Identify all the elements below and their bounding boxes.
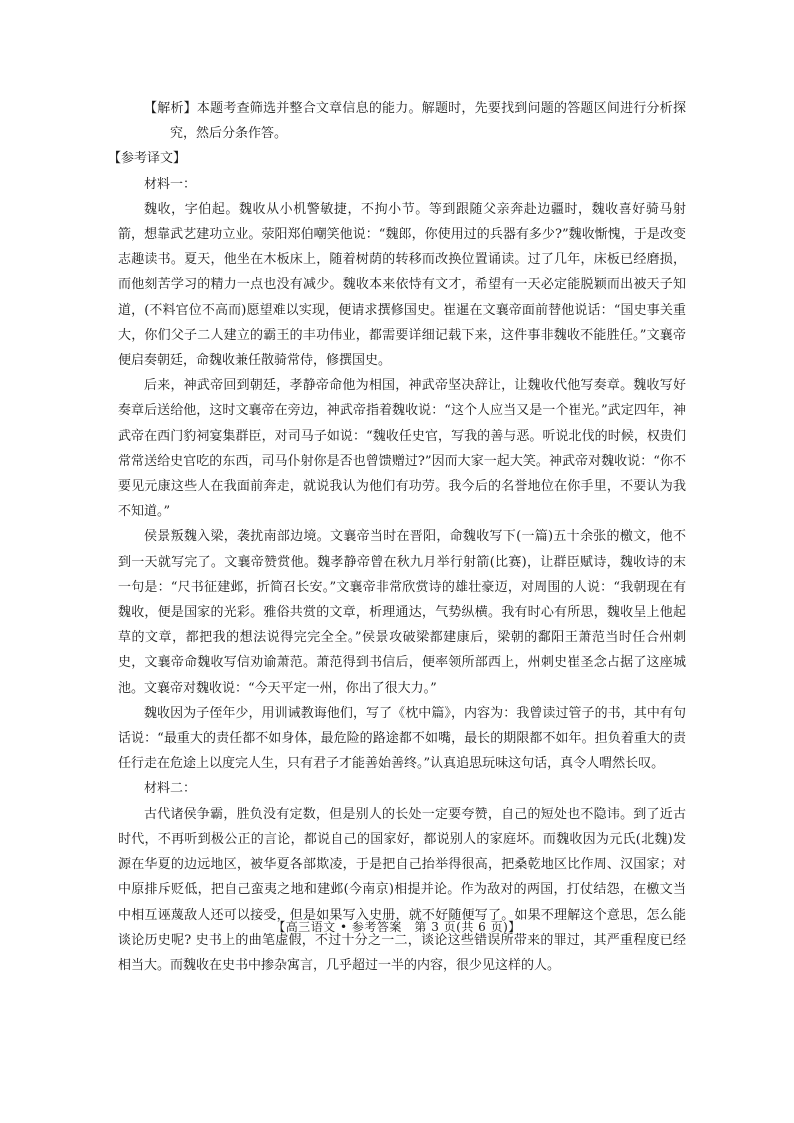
material1-label: 材料一：	[144, 176, 197, 192]
page-footer: 【高三语文 • 参考答案 第 3 页(共 6 页)】	[273, 920, 521, 934]
material1-paragraph-1: 魏收，字伯起。魏收从小机警敏捷，不拘小节。等到跟随父亲奔赴边疆时，魏收喜好骑马射箭，想靠武艺建功立业。荥阳郑伯嘲笑他说：“魏郎，你使用过的兵器有多少?”魏收惭愧，于是改变志趣读书。夏天，他坐在木板床上，随着树荫的转移而改换位置诵读。过了几年，床板已经磨损，而他刻苦学习的精力一点也没有减少。魏收本来依恃有文才，希望有一天必定能脱颖而出被天子知道，(不料官位不高而)愿望难以实现，便请求撰修国史。崔暹在文襄帝面前替他说话：“国史事关重大，你们父子二人建立的霸王的丰功伟业，都需要详细记载下来，这件事非魏收不能胜任。”文襄帝便启奏朝廷，命魏收兼任散骑常侍，修撰国史。	[118, 201, 686, 369]
analysis-text: 【解析】本题考查筛选并整合文章信息的能力。解题时，先要找到问题的答题区间进行分析探究，然后分条作答。	[144, 101, 686, 142]
document-body	[108, 96, 686, 978]
translation-heading: 【参考译文】	[108, 151, 187, 167]
analysis-paragraph	[118, 96, 686, 146]
material1-paragraph-4: 魏收因为子侄年少，用训诫教诲他们，写了《枕中篇》，内容为：我曾读过管子的书，其中有句话说：“最重大的责任都不如身体，最危险的路途都不如嘴，最长的期限都不如年。担负着重大的责任行走在危途上以度完人生，只有君子才能善始善终。”认真追思玩味这句话，真令人喟然长叹。	[118, 705, 686, 772]
material1-paragraph-3: 侯景叛魏入梁，袭扰南部边境。文襄帝当时在晋阳，命魏收写下(一篇)五十余张的檄文，他不到一天就写完了。文襄帝赞赏他。魏孝静帝曾在秋九月举行射箭(比赛)，让群臣赋诗，魏收诗的末一句是：“尺书征建邺，折简召长安。”文襄帝非常欣赏诗的雄壮豪迈，对周围的人说：“我朝现在有魏收，便是国家的光彩。雅俗共赏的文章，析理通达，气势纵横。我有时心有所思，魏收呈上他起草的文章，都把我的想法说得完完全全。”侯景攻破梁都建康后，梁朝的鄱阳王萧范当时任合州刺史，文襄帝命魏收写信劝谕萧范。萧范得到书信后，便率领所部西上，州刺史崔圣念占据了这座城池。文襄帝对魏收说：“今天平定一州，你出了很大力。”	[118, 529, 686, 696]
material2-label: 材料二：	[144, 781, 197, 797]
material1-paragraph-2: 后来，神武帝回到朝廷，孝静帝命他为相国，神武帝坚决辞让，让魏收代他写奏章。魏收写好奏章后送给他，这时文襄帝在旁边，神武帝指着魏收说：“这个人应当又是一个崔光。”武定四年，神武帝在西门豹祠宴集群臣，对司马子如说：“魏收任史官，写我的善与恶。听说北伐的时候，权贵们常常送给史官吃的东西，司马仆射你是否也曾馈赠过?”因而大家一起大笑。神武帝对魏收说：“你不要见元康这些人在我面前奔走，就说我认为他们有功劳。我今后的名誉地位在你手里，不要认为我不知道。”	[118, 378, 686, 520]
material2-paragraph-1: 古代诸侯争霸，胜负没有定数，但是别人的长处一定要夸赞，自己的短处也不隐讳。到了近古时代，不再听到极公正的言论，都说自己的国家好，都说别人的家庭坏。而魏收因为元氏(北魏)发源在华夏的边远地区，被华夏各部欺凌，于是把自己抬举得很高，把桑乾地区比作周、汉国家；对中原排斥贬低，把自己蛮夷之地和建邺(今南京)相提并论。作为敌对的两国，打仗结怨，在檄文当中相互诬蔑敌人还可以接受，但是如果写入史册，就不好随便写了。如果不理解这个意思，怎么能谈论历史呢? 史书上的曲笔虚假，不过十分之一二，谈论这些错误所带来的罪过，其严重程度已经相当大。而魏收在史书中掺杂寓言，几乎超过一半的内容，很少见这样的人。	[118, 806, 686, 973]
